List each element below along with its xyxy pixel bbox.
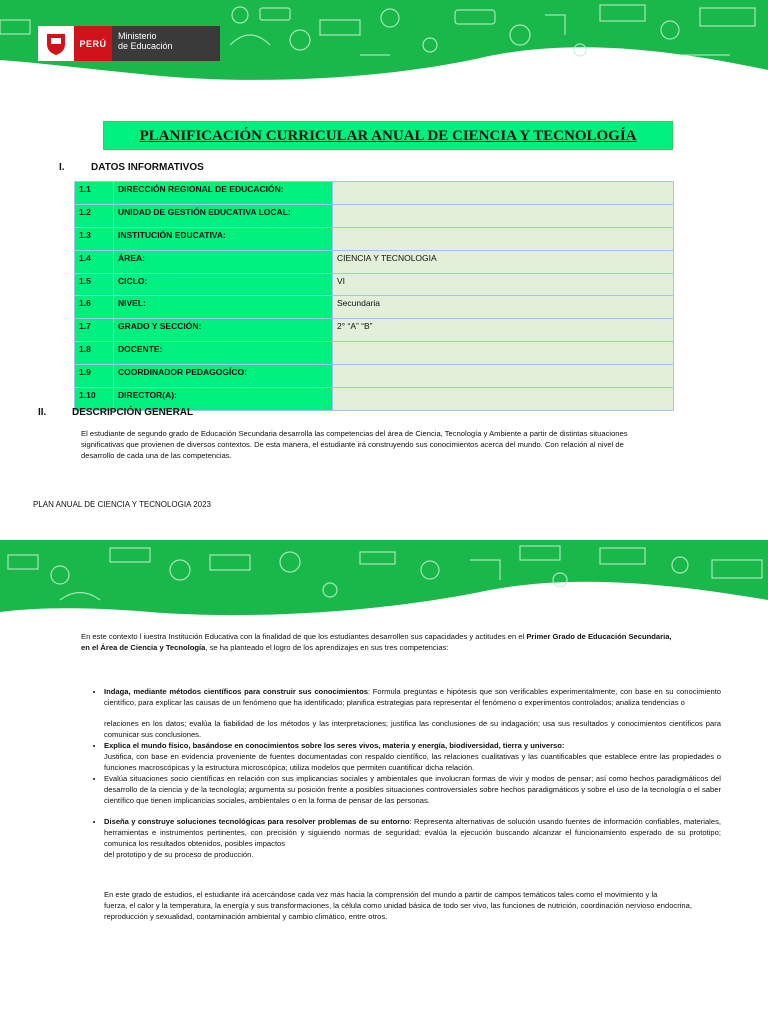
row-value (333, 365, 674, 388)
page-footer: PLAN ANUAL DE CIENCIA Y TECNOLOGIA 2023 (33, 500, 212, 509)
competencies-list (90, 686, 721, 860)
row-value: VI (333, 273, 674, 296)
row-value: 2° “A” “B” (333, 319, 674, 342)
row-value (333, 388, 674, 411)
row-number: 1.6 (75, 296, 114, 319)
row-value (333, 204, 674, 227)
row-value (333, 342, 674, 365)
row-label: INSTITUCIÓN EDUCATIVA: (114, 227, 333, 250)
logo-ministry: Ministerio de Educación (112, 26, 220, 61)
document-title-box (103, 121, 673, 150)
row-number: 1.3 (75, 227, 114, 250)
table-row (75, 319, 674, 342)
table-row (75, 342, 674, 365)
row-number: 1.2 (75, 204, 114, 227)
coat-of-arms-icon (38, 26, 74, 61)
row-label: DOCENTE: (114, 342, 333, 365)
list-item: • Evalúa situaciones socio científicas en relación con sus implicancias sociales y ambientales que involucran formas de vivir y modos de pensar; así como hechos paradigmáticos del desarrollo de la ciencia y de la tecnología; argumenta su posición frente a posibles situaciones controversiales sobre hechos paradigmáticos y sobre el uso de la tecnología o el saber científico que tienen implicancias sociales, ambientales o en la forma de pensar de las personas. (104, 773, 721, 806)
row-number: 1.5 (75, 273, 114, 296)
row-label: COORDINADOR PEDAGOGÍCO: (114, 365, 333, 388)
row-number: 1.10 (75, 388, 114, 411)
list-item: • Diseña y construye soluciones tecnológicas para resolver problemas de su entorno: Representa alternativas de solución usando fuentes de información confiables, materiales, herramientas e instrumentos pertinentes, con precisión y siguiendo normas de seguridad; evalúa la ejecución buscando alcanzar el funcionamiento esperado de su prototipo; comunica los resultados obtenidos, posibles impactos del prototipo y de su proceso de producción. (104, 816, 721, 860)
row-value (333, 227, 674, 250)
row-value: Secundaria (333, 296, 674, 319)
general-description: El estudiante de segundo grado de Educación Secundaria desarrolla las competencias del área de Ciencia, Tecnología y Ambiente a partir de distintas situaciones significativas que provienen de diversos contextos. De esta manera, el estudiante irá construyendo sus conocimientos acerca del mundo. Con relación al nivel de desarrollo de cada una de las competencias. (81, 429, 628, 460)
row-label: CICLO: (114, 273, 333, 296)
row-label: NIVEL: (114, 296, 333, 319)
section-1-number: I. (59, 162, 65, 173)
section-1-heading: DATOS INFORMATIVOS (91, 162, 204, 173)
row-label: DIRECCIÓN REGIONAL DE EDUCACIÓN: (114, 182, 333, 205)
row-number: 1.4 (75, 250, 114, 273)
row-value (333, 182, 674, 205)
table-row (75, 204, 674, 227)
row-label: DIRECTOR(A): (114, 388, 333, 411)
context-intro: En este contexto l iuestra Institución Educativa con la finalidad de que los estudiantes desarrollen sus capacidades y actitudes en el Primer Grado de Educación Secundaria, en el Área de Ciencia y Tecnología, se ha planteado el logro de los aprendizajes en sus tres competencias: (81, 632, 672, 652)
logo-country: PERÚ (74, 26, 112, 61)
row-number: 1.8 (75, 342, 114, 365)
row-label: UNIDAD DE GESTIÓN EDUCATIVA LOCAL: (114, 204, 333, 227)
list-item: • Indaga, mediante métodos científicos para construir sus conocimientos: Formula preguntas e hipótesis que son verificables experimentalmente, con base en su conocimiento científico, para explicar las causas de un fenómeno que ha identificado; planifica estrategias para representar el fenómeno o experimentos controlados; analiza tendencias o relaciones en los datos; evalúa la fiabilidad de los métodos y las interpretaciones; justifica las conclusiones de su indagación; usa sus resultados y conocimientos científicos para comunicar sus conclusiones. (104, 686, 721, 740)
row-number: 1.1 (75, 182, 114, 205)
table-row (75, 296, 674, 319)
closing-paragraph: En este grado de estudios, el estudiante irá acercándose cada vez más hacia la comprensión del mundo a partir de campos temáticos tales como el movimiento y la fuerza, el calor y la temperatura, la energía y sus transformaciones, la célula como unidad básica de todo ser vivo, las funciones de nutrición, coordinación nervioso endocrina, reproducción y sexualidad, contaminación ambiental y cambio climático, entre otros. (104, 890, 692, 921)
row-value: CIENCIA Y TECNOLOGIA (333, 250, 674, 273)
table-row (75, 365, 674, 388)
section-2-number: II. (38, 407, 47, 418)
table-row (75, 250, 674, 273)
row-label: GRADO Y SECCIÓN: (114, 319, 333, 342)
ministry-logo (38, 26, 220, 61)
table-row (75, 182, 674, 205)
second-page-banner (0, 540, 768, 620)
green-wave-decoration (0, 540, 768, 620)
info-table (74, 181, 674, 411)
row-number: 1.9 (75, 365, 114, 388)
table-row (75, 227, 674, 250)
list-item: • Explica el mundo físico, basándose en conocimientos sobre los seres vivos, materia y energía, biodiversidad, tierra y universo: Justifica, con base en evidencia proveniente de fuentes documentadas con respaldo científico, las relaciones cualitativas y las cuantificables que establece entre las propiedades o funciones macroscópicas y la estructura microscópica; utiliza modelos que permiten cuantificar dicha relación. (104, 740, 721, 773)
document-title: PLANIFICACIÓN CURRICULAR ANUAL DE CIENCIA Y TECNOLOGÍA (139, 128, 637, 144)
section-2-heading: DESCRIPCIÓN GENERAL (72, 407, 194, 418)
row-label: ÁREA: (114, 250, 333, 273)
row-number: 1.7 (75, 319, 114, 342)
table-row (75, 273, 674, 296)
